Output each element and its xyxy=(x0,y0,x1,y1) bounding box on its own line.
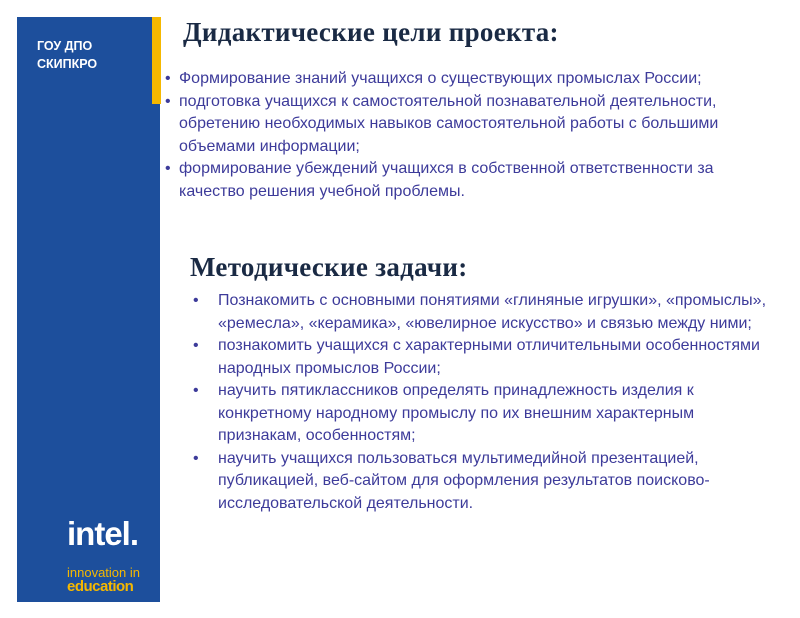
org-line-1: ГОУ ДПО xyxy=(37,39,93,53)
task-text: научить учащихся пользоваться мультимедийной презентацией, публикацией, веб-сайтом для оформления результатов поисково-исследовательской деятельности. xyxy=(218,449,710,512)
org-line-2: СКИПКРО xyxy=(37,57,98,71)
task-text: научить пятиклассников определять принадлежность изделия к конкретному народному промыслу по их внешним характерным признакам, особенностям; xyxy=(218,382,695,444)
goals-heading: Дидактические цели проекта: xyxy=(183,17,559,47)
intel-logo: intel. xyxy=(67,515,139,552)
goal-text: формирование убеждений учащихся в собственной ответственности за качество решения учебной проблемы. xyxy=(179,160,714,200)
list-item xyxy=(165,91,770,159)
list-item xyxy=(192,335,770,380)
bullet-marker: • xyxy=(193,337,199,354)
tasks-heading: Методические задачи: xyxy=(190,252,468,282)
bullet-marker: • xyxy=(193,292,199,309)
sidebar-panel xyxy=(17,17,160,602)
list-item xyxy=(165,158,770,203)
bullet-marker: • xyxy=(165,92,171,110)
accent-bar xyxy=(152,17,161,104)
logo-tagline xyxy=(67,566,167,594)
goals-list xyxy=(165,68,770,203)
bullet-marker: • xyxy=(193,382,199,399)
goal-text: Формирование знаний учащихся о существующих промыслах России; xyxy=(179,70,702,87)
list-item xyxy=(192,290,770,335)
logo-tagline-line-1: innovation in xyxy=(67,565,140,580)
list-item xyxy=(192,448,770,516)
tasks-list xyxy=(192,290,770,515)
task-text: познакомить учащихся с характерными отличительными особенностями народных промыслов России; xyxy=(218,337,760,377)
bullet-marker: • xyxy=(165,160,171,177)
logo-tagline-line-2: education xyxy=(67,578,134,595)
bullet-marker: • xyxy=(165,70,171,87)
list-item xyxy=(165,68,770,91)
organization-label xyxy=(37,37,147,73)
bullet-marker: • xyxy=(193,449,199,467)
goal-text: подготовка учащихся к самостоятельной познавательной деятельности, обретению необходимых навыков самостоятельной работы с большими объемами информации; xyxy=(179,92,719,155)
task-text: Познакомить с основными понятиями «глиняные игрушки», «промыслы», «ремесла», «керамика», «ювелирное искусство» и связью между ними; xyxy=(218,292,767,332)
list-item xyxy=(192,380,770,448)
